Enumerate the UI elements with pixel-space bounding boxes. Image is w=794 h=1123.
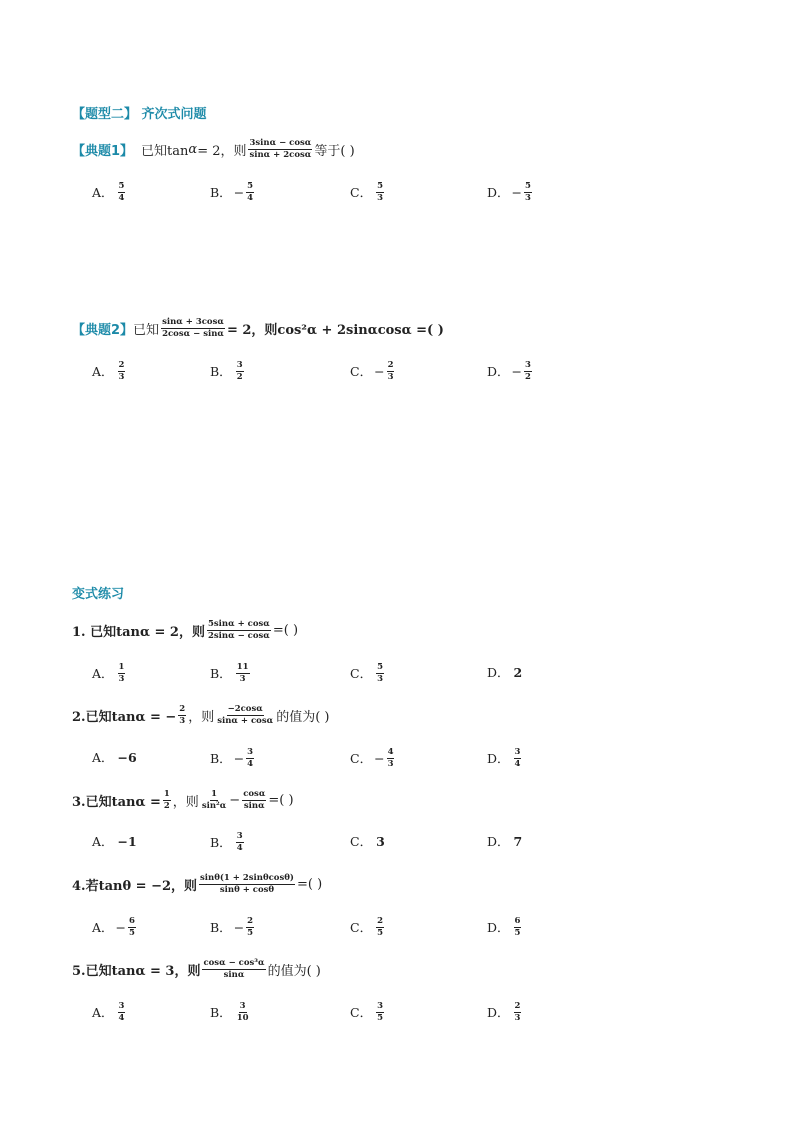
p2-option-d xyxy=(487,748,523,768)
option-numerator: 3 xyxy=(525,360,531,370)
option-fraction xyxy=(376,917,384,937)
option-numerator: 6 xyxy=(129,916,135,926)
option-numerator: 2 xyxy=(387,360,394,370)
option-label: C． xyxy=(350,834,373,849)
p2-option-b xyxy=(210,748,256,768)
option-fraction xyxy=(524,361,532,381)
option-sign: − xyxy=(374,363,385,379)
section-title: 【题型二】 齐次式问题 xyxy=(72,107,207,122)
practice-3-pre: 3.已知tanα = xyxy=(72,794,161,810)
p3-option-a xyxy=(92,832,137,850)
practice-2-param-fraction: $\frac{2}{3}$ xyxy=(179,704,186,726)
option-sign: − xyxy=(511,363,523,379)
practice-1-pre: 1. 已知tanα = 2，则 xyxy=(72,624,205,640)
example-1-pre: 已知tan xyxy=(141,143,189,159)
ex2-option-d xyxy=(487,361,534,381)
option-fraction xyxy=(514,917,522,937)
option-denominator: 4 xyxy=(236,842,243,853)
option-numerator: 5 xyxy=(247,181,254,191)
p5-option-b xyxy=(210,1002,252,1022)
option-label: B． xyxy=(210,835,232,850)
ex2-option-a xyxy=(92,361,127,381)
example-2-label: 【典题2】 xyxy=(72,322,134,338)
option-denominator: 10 xyxy=(236,1012,249,1023)
option-denominator: 5 xyxy=(377,1012,383,1023)
option-label: B． xyxy=(210,920,232,935)
option-denominator: 3 xyxy=(514,1012,521,1023)
ex1-option-a xyxy=(92,182,127,202)
option-numerator: 2 xyxy=(118,360,125,370)
option-denominator: 4 xyxy=(247,192,254,203)
option-denominator: 2 xyxy=(525,371,531,382)
example-2-pre: 已知 xyxy=(133,322,160,338)
option-fraction xyxy=(236,361,244,381)
option-label: C． xyxy=(350,666,373,681)
practice-5-post: 的值为( ) xyxy=(267,963,321,979)
option-sign: − xyxy=(233,919,245,935)
option-label: B． xyxy=(210,185,232,200)
option-denominator: 3 xyxy=(239,673,246,684)
example-2-question xyxy=(72,318,444,338)
option-denominator: 5 xyxy=(377,927,383,938)
p1-option-c xyxy=(350,663,386,683)
option-label: B． xyxy=(210,364,232,379)
practice-2-question xyxy=(72,705,329,725)
p5-option-d xyxy=(487,1002,523,1022)
ex1-option-c xyxy=(350,182,386,202)
option-numerator: 2 xyxy=(514,1001,521,1011)
option-fraction xyxy=(118,1002,126,1022)
option-label: D． xyxy=(487,1005,510,1020)
option-numerator: 5 xyxy=(118,181,125,191)
option-fraction xyxy=(128,917,136,937)
option-numerator: 3 xyxy=(247,747,254,757)
option-fraction xyxy=(376,663,384,683)
example-1-fraction: $\frac{3\sin\alpha - \cos\alpha}{\sin\alpha + 2\cos\alpha}$ xyxy=(249,138,312,160)
example-2-fraction: $\frac{\sin\alpha + 3\cos\alpha}{2\cos\alpha - \sin\alpha}$ xyxy=(162,317,224,339)
option-label: B． xyxy=(210,666,232,681)
option-fraction xyxy=(236,1002,250,1022)
option-value: 3 xyxy=(376,833,385,849)
p3-option-d xyxy=(487,832,522,850)
ex2-option-c xyxy=(350,361,396,381)
p2-option-c xyxy=(350,748,396,768)
practice-5-pre: 5.已知tanα = 3，则 xyxy=(72,963,201,979)
option-numerator: 3 xyxy=(236,831,243,841)
practice-3-fraction-1: $\frac{1}{\text{sin²α}}$ xyxy=(201,789,227,811)
option-numerator: 2 xyxy=(377,916,383,926)
option-fraction xyxy=(514,1002,522,1022)
p4-option-a xyxy=(92,917,138,937)
p4-option-d xyxy=(487,917,523,937)
example-1-var: α xyxy=(188,141,198,157)
option-fraction xyxy=(246,182,254,202)
option-numerator: 3 xyxy=(236,360,243,370)
option-numerator: 5 xyxy=(377,662,383,672)
option-numerator: 2 xyxy=(247,916,254,926)
option-fraction xyxy=(524,182,532,202)
option-numerator: 5 xyxy=(525,181,531,191)
option-numerator: 4 xyxy=(387,747,394,757)
practice-1-post: =( ) xyxy=(272,622,299,638)
practice-2-fraction: $\frac{-2\cos\alpha}{\sin\alpha + \cos\alpha}$ xyxy=(217,704,274,726)
option-label: D． xyxy=(487,185,510,200)
option-numerator: 3 xyxy=(514,747,521,757)
option-label: A． xyxy=(92,834,114,849)
option-fraction xyxy=(246,748,254,768)
option-label: A． xyxy=(92,750,114,765)
option-fraction xyxy=(236,832,244,852)
option-numerator: 1 xyxy=(118,662,125,672)
option-label: A． xyxy=(92,364,114,379)
practice-2-post: 的值为( ) xyxy=(276,709,330,725)
option-sign: − xyxy=(115,919,127,935)
option-label: B． xyxy=(210,751,232,766)
option-denominator: 3 xyxy=(377,192,383,203)
option-label: C． xyxy=(350,751,373,766)
option-label: A． xyxy=(92,1005,114,1020)
p1-option-b xyxy=(210,663,252,683)
option-fraction xyxy=(118,182,126,202)
practice-3-mid: ，则 xyxy=(172,794,199,810)
option-denominator: 5 xyxy=(247,927,254,938)
option-denominator: 4 xyxy=(118,192,125,203)
option-denominator: 2 xyxy=(236,371,243,382)
option-sign: − xyxy=(511,184,523,200)
option-denominator: 3 xyxy=(377,673,383,684)
option-value: 7 xyxy=(513,833,523,849)
option-numerator: 3 xyxy=(118,1001,125,1011)
option-label: A． xyxy=(92,185,114,200)
p3-option-b xyxy=(210,832,246,852)
option-denominator: 5 xyxy=(514,927,521,938)
p1-option-a xyxy=(92,663,127,683)
practice-title: 变式练习 xyxy=(72,587,125,602)
option-denominator: 3 xyxy=(525,192,531,203)
option-denominator: 3 xyxy=(118,673,125,684)
option-label: A． xyxy=(92,920,114,935)
example-1-post: 等于( ) xyxy=(314,143,355,159)
option-numerator: 3 xyxy=(377,1001,383,1011)
option-label: C． xyxy=(350,364,373,379)
option-label: D． xyxy=(487,834,510,849)
practice-4-question xyxy=(72,874,322,894)
practice-3-minus: − xyxy=(229,792,241,808)
option-value: −6 xyxy=(117,749,137,765)
option-denominator: 3 xyxy=(118,371,125,382)
practice-3-param-fraction: $\frac{1}{2}$ xyxy=(163,789,170,811)
option-sign: − xyxy=(233,750,245,766)
practice-4-pre: 4.若tanθ = −2，则 xyxy=(72,878,198,894)
option-label: D． xyxy=(487,751,510,766)
option-denominator: 4 xyxy=(514,758,521,769)
p5-option-c xyxy=(350,1002,386,1022)
option-label: A． xyxy=(92,666,114,681)
option-fraction xyxy=(118,361,126,381)
option-value: −1 xyxy=(117,833,137,849)
option-fraction xyxy=(376,182,384,202)
option-fraction xyxy=(387,748,395,768)
practice-3-fraction-2: $\frac{\cos\alpha}{\sin\alpha}$ xyxy=(243,789,266,811)
practice-1-fraction: $\frac{5\sin\alpha + \cos\alpha}{2\sin\alpha - \cos\alpha}$ xyxy=(207,619,270,641)
option-label: B． xyxy=(210,1005,232,1020)
option-sign: − xyxy=(374,750,385,766)
option-fraction xyxy=(246,917,254,937)
example-1-label: 【典题1】 xyxy=(72,143,134,159)
practice-5-question xyxy=(72,959,321,979)
option-numerator: 5 xyxy=(377,181,383,191)
p4-option-b xyxy=(210,917,256,937)
p1-option-d xyxy=(487,663,522,681)
example-2-post: = 2，则cos²α + 2sinαcosα =( ) xyxy=(226,322,444,338)
option-denominator: 3 xyxy=(387,371,394,382)
option-label: D． xyxy=(487,665,510,680)
p4-option-c xyxy=(350,917,386,937)
p2-option-a xyxy=(92,748,137,766)
option-label: C． xyxy=(350,920,373,935)
example-1-mid: = 2，则 xyxy=(197,143,247,159)
option-denominator: 5 xyxy=(129,927,135,938)
option-sign: − xyxy=(233,184,245,200)
option-fraction xyxy=(118,663,126,683)
practice-5-fraction: $\frac{\text{cosα − cos³α}}{\sin\alpha}$ xyxy=(203,958,265,980)
option-fraction xyxy=(387,361,395,381)
option-denominator: 4 xyxy=(118,1012,125,1023)
p3-option-c xyxy=(350,832,385,850)
example-1-question xyxy=(72,139,355,159)
option-numerator: 6 xyxy=(514,916,521,926)
option-numerator: 3 xyxy=(239,1001,246,1011)
practice-4-fraction: $\frac{\sin\theta(1 + 2\sin\theta\cos\theta)}{\sin\theta + \cos\theta}$ xyxy=(200,873,294,895)
option-numerator: 11 xyxy=(236,662,249,672)
practice-2-pre: 2.已知tanα = − xyxy=(72,709,177,725)
option-label: D． xyxy=(487,920,510,935)
ex1-option-d xyxy=(487,182,534,202)
ex2-option-b xyxy=(210,361,246,381)
option-fraction xyxy=(514,748,522,768)
option-label: C． xyxy=(350,1005,373,1020)
option-denominator: 4 xyxy=(247,758,254,769)
option-fraction xyxy=(376,1002,384,1022)
p5-option-a xyxy=(92,1002,127,1022)
option-label: C． xyxy=(350,185,373,200)
practice-2-mid: ，则 xyxy=(188,709,215,725)
option-fraction xyxy=(236,663,250,683)
practice-3-question xyxy=(72,790,294,810)
ex1-option-b xyxy=(210,182,256,202)
option-denominator: 3 xyxy=(387,758,394,769)
option-value: 2 xyxy=(513,664,523,680)
practice-4-post: =( ) xyxy=(296,876,323,892)
practice-1-question xyxy=(72,620,298,640)
option-label: D． xyxy=(487,364,510,379)
practice-3-post: =( ) xyxy=(268,792,294,808)
